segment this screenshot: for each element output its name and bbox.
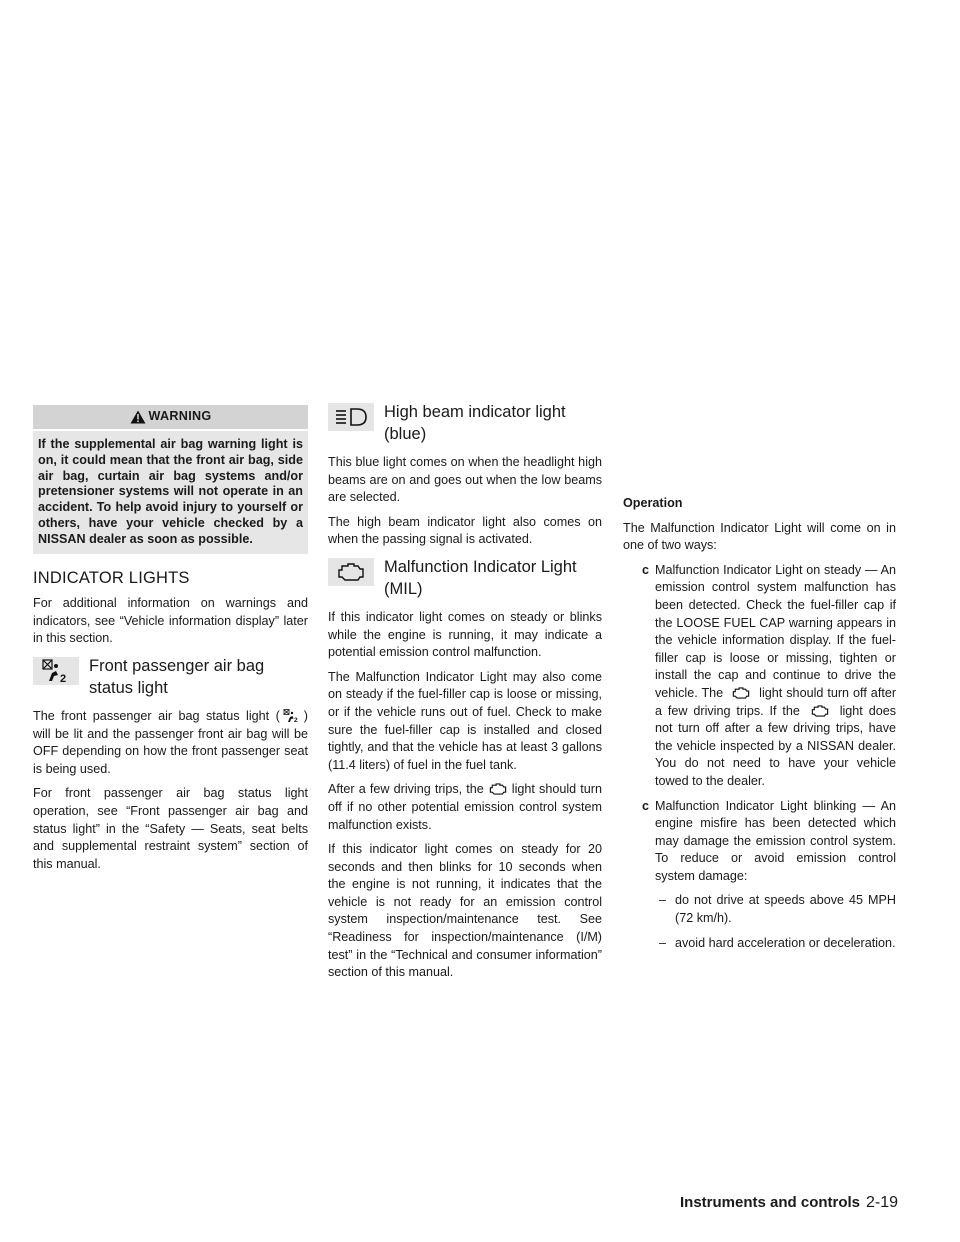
section-title: INDICATOR LIGHTS [33, 568, 190, 587]
mil-icon-box [328, 558, 374, 586]
list-item [659, 935, 896, 953]
bullet1-text: Malfunction Indicator Light on steady — An emission control system malfunction has been detected. Check the fuel-filler cap if the LOOSE FUEL CAP warning appears in the vehicle information display. If the fuel-filler cap is loose or missing, tighten or install the cap and continue to drive the vehicle. [655, 562, 896, 700]
mil-para4: If this indicator light comes on steady for 20 seconds and then blinks for 10 seconds when the engine is not running, it indicates that the vehicle is not ready for an emission control system inspection/maintenance test. See “Readiness for inspection/maintenance (I/M) test” in the “Technical and consumer information” section of this manual. [328, 842, 602, 980]
bullet-mark: c [641, 562, 649, 577]
page-footer [680, 1194, 898, 1212]
passenger-airbag-para1-a: The front passenger air bag status light ( [33, 708, 280, 723]
column-right [623, 405, 896, 959]
engine-check-icon [730, 686, 752, 700]
mil-para3-a: After a few driving trips, the [328, 782, 484, 797]
passenger-airbag-heading [33, 655, 308, 699]
dash-text: do not drive at speeds above 45 MPH (72 km/h). [675, 893, 896, 926]
high-beam-title: High beam indicator light (blue) [384, 403, 566, 443]
high-beam-icon [334, 407, 368, 427]
mil-para1: If this indicator light comes on steady or blinks while the engine is running, it may indicate a potential emission control malfunction. [328, 609, 602, 660]
passenger-airbag-para1 [33, 708, 308, 778]
column-left [33, 405, 308, 880]
operation-heading: Operation [623, 496, 683, 510]
mil-para3-b: light should turn off if no other potential emission control system malfunction exists. [328, 782, 602, 832]
list-item [659, 892, 896, 927]
passenger-airbag-off-icon [283, 709, 301, 723]
column-middle [328, 405, 602, 989]
high-beam-heading [328, 401, 602, 445]
warning-title: WARNING [148, 409, 212, 424]
warning-triangle-icon [130, 410, 146, 424]
warning-body: If the supplemental air bag warning light is on, it could mean that the front air bag, side air bag, curtain air bag systems and/or pretensioner systems will not operate in an accident. To help avoid injury to yourself or others, have your vehicle checked by a NISSAN dealer as soon as possible. [33, 431, 308, 554]
engine-check-icon [336, 561, 366, 583]
passenger-airbag-icon-box [33, 657, 79, 685]
mil-para3 [328, 781, 602, 834]
svg-text:2: 2 [293, 716, 298, 723]
high-beam-icon-box [328, 403, 374, 431]
list-item [623, 798, 896, 886]
page-number: 2-19 [866, 1194, 899, 1211]
mil-heading [328, 556, 602, 600]
list-item [623, 562, 896, 791]
dash-text: avoid hard acceleration or deceleration. [675, 935, 896, 950]
engine-check-icon [487, 782, 509, 796]
passenger-airbag-title: Front passenger air bag status light [89, 656, 265, 697]
operation-intro: The Malfunction Indicator Light will come on in one of two ways: [623, 520, 896, 553]
svg-text:2: 2 [60, 672, 67, 683]
high-beam-para2: The high beam indicator light also comes on when the passing signal is activated. [328, 514, 602, 547]
bullet-text [655, 562, 896, 791]
bullet-text: Malfunction Indicator Light blinking — An engine misfire has been detected which may damage the emission control system. To reduce or avoid emission control system damage: [655, 798, 896, 883]
mil-title: Malfunction Indicator Light (MIL) [384, 557, 577, 598]
bullet1-b-pre: The [701, 685, 724, 700]
footer-chapter: Instruments and controls [680, 1194, 861, 1211]
bullet1-b-post: light does not turn off after a few driving trips, have the vehicle inspected by a NISSAN dealer. You do not need to have your vehicle towed to the dealer. [655, 703, 896, 788]
warning-header [33, 405, 308, 429]
dash-mark: – [659, 893, 667, 908]
passenger-airbag-para1-b: ) will be lit and the passenger front air bag will be OFF depending on how the front passenger seat is being used. [33, 708, 308, 776]
engine-check-icon [809, 704, 831, 718]
bullet1-b-mid: light should turn off after a few driving trips. If the [655, 685, 897, 718]
high-beam-para1: This blue light comes on when the headlight high beams are on and goes out when the low beams are selected. [328, 455, 602, 505]
passenger-airbag-para2: For front passenger air bag status light operation, see “Front passenger air bag and status light” in the “Safety — Seats, seat belts and supplemental restraint system” section of this manual. [33, 786, 308, 871]
section-intro: For additional information on warnings and indicators, see “Vehicle information display” later in this section. [33, 596, 308, 646]
bullet-mark: c [641, 798, 649, 813]
dash-mark: – [659, 935, 667, 950]
mil-para2: The Malfunction Indicator Light may also come on steady if the fuel-filler cap is loose or missing, or if the vehicle runs out of fuel. Check to make sure the fuel-filler cap is installed and closed tightly, and that the vehicle has at least 3 gallons (11.4 liters) of fuel in the fuel tank. [328, 669, 602, 772]
passenger-airbag-off-icon [39, 659, 73, 683]
